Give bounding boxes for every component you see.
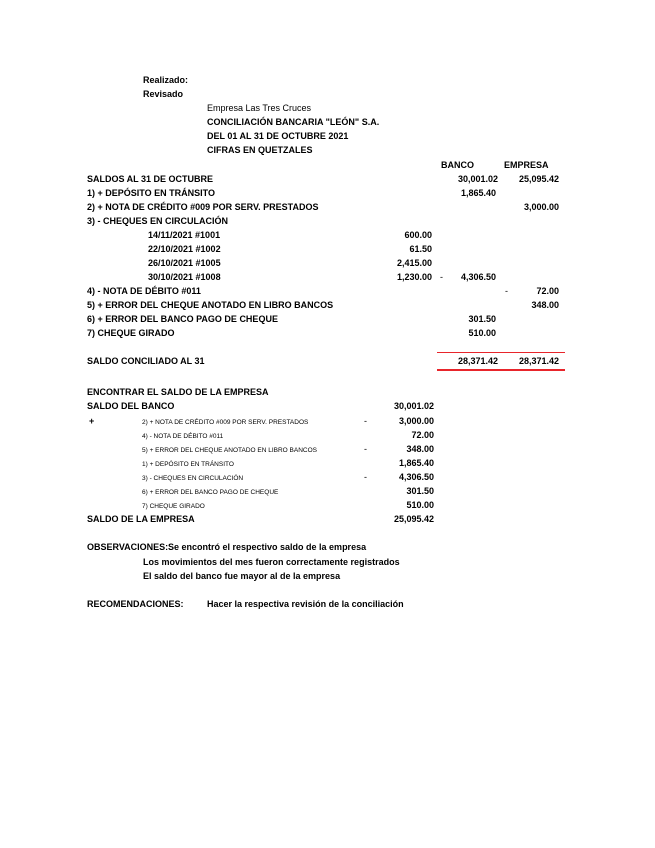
encontrar-item-label: 5) + ERROR DEL CHEQUE ANOTADO EN LIBRO BANCOS — [142, 447, 317, 454]
encontrar-item-value: 4,306.50 — [398, 472, 434, 482]
observacion-line: El saldo del banco fue mayor al de la empresa — [143, 571, 341, 581]
encontrar-item-label: 2) + NOTA DE CRÉDITO #009 POR SERV. PRESTADOS — [142, 419, 309, 426]
saldos-banco: 30,001.02 — [457, 174, 498, 184]
encontrar-item-label: 4) - NOTA DE DÉBITO #011 — [142, 433, 224, 440]
cheques-total-banco: 4,306.50 — [460, 272, 496, 282]
total-bottom-border — [437, 369, 565, 371]
document-title: CONCILIACIÓN BANCARIA "LEÓN" S.A. — [207, 117, 380, 127]
conciliado-banco: 28,371.42 — [457, 356, 498, 366]
revisado-label: Revisado — [143, 89, 184, 99]
deposito-banco: 1,865.40 — [460, 188, 496, 198]
deposito-label: 1) + DEPÓSITO EN TRÁNSITO — [87, 188, 215, 198]
conciliado-empresa: 28,371.42 — [518, 356, 559, 366]
cheque-girado-banco: 510.00 — [468, 328, 496, 338]
cheque-date: 30/10/2021 #1008 — [148, 272, 221, 282]
nota-debito-label: 4) - NOTA DE DÉBITO #011 — [87, 286, 201, 296]
nota-debito-dash: - — [505, 286, 508, 296]
conciliado-label: SALDO CONCILIADO AL 31 — [87, 356, 205, 366]
cheque-amount: 2,415.00 — [396, 258, 432, 268]
saldo-empresa-value: 25,095.42 — [393, 514, 434, 524]
encontrar-item-label: 6) + ERROR DEL BANCO PAGO DE CHEQUE — [142, 489, 279, 496]
error-banco-banco: 301.50 — [468, 314, 496, 324]
saldo-empresa-label: SALDO DE LA EMPRESA — [87, 514, 195, 524]
encontrar-item-sign: - — [364, 472, 367, 482]
cheque-amount: 1,230.00 — [396, 272, 432, 282]
encontrar-item-label: 3) - CHEQUES EN CIRCULACIÓN — [142, 475, 244, 482]
encontrar-item-value: 510.00 — [406, 500, 434, 510]
error-libro-empresa: 348.00 — [531, 300, 559, 310]
column-empresa: EMPRESA — [504, 160, 549, 170]
recomendaciones-text: Hacer la respectiva revisión de la conciliación — [207, 599, 404, 609]
encontrar-item-value: 1,865.40 — [398, 458, 434, 468]
encontrar-item-value: 72.00 — [411, 430, 434, 440]
saldo-banco-label: SALDO DEL BANCO — [87, 401, 175, 411]
cheques-label: 3) - CHEQUES EN CIRCULACIÓN — [87, 216, 229, 226]
nota-debito-empresa: 72.00 — [536, 286, 559, 296]
encontrar-item-value: 301.50 — [406, 486, 434, 496]
column-banco: BANCO — [441, 160, 474, 170]
cheques-dash: - — [440, 272, 443, 282]
cheque-girado-label: 7) CHEQUE GIRADO — [87, 328, 175, 338]
cheque-amount: 600.00 — [404, 230, 432, 240]
saldos-label: SALDOS AL 31 DE OCTUBRE — [87, 174, 214, 184]
saldos-empresa: 25,095.42 — [518, 174, 559, 184]
encontrar-title: ENCONTRAR EL SALDO DE LA EMPRESA — [87, 387, 269, 397]
encontrar-item-sign: - — [364, 416, 367, 426]
observaciones-label: OBSERVACIONES: — [87, 542, 169, 552]
error-banco-label: 6) + ERROR DEL BANCO PAGO DE CHEQUE — [87, 314, 278, 324]
total-top-border — [437, 352, 565, 353]
saldo-banco-value: 30,001.02 — [393, 401, 434, 411]
currency-label: CIFRAS EN QUETZALES — [207, 145, 313, 155]
observacion-line: Los movimientos del mes fueron correctamente registrados — [143, 557, 400, 567]
period-label: DEL 01 AL 31 DE OCTUBRE 2021 — [207, 131, 349, 141]
realizado-label: Realizado: — [143, 75, 189, 85]
observacion-line: Se encontró el respectivo saldo de la empresa — [168, 542, 367, 552]
encontrar-item-value: 348.00 — [406, 444, 434, 454]
cheque-amount: 61.50 — [409, 244, 432, 254]
encontrar-item-value: 3,000.00 — [398, 416, 434, 426]
encontrar-item-sign: - — [364, 444, 367, 454]
nota-credito-empresa: 3,000.00 — [523, 202, 559, 212]
error-libro-label: 5) + ERROR DEL CHEQUE ANOTADO EN LIBRO BANCOS — [87, 300, 334, 310]
cheque-date: 26/10/2021 #1005 — [148, 258, 221, 268]
encontrar-item-label: 1) + DEPÓSITO EN TRÁNSITO — [142, 461, 234, 468]
plus-sign: + — [89, 416, 95, 426]
cheque-date: 22/10/2021 #1002 — [148, 244, 221, 254]
cheque-date: 14/11/2021 #1001 — [148, 230, 221, 240]
recomendaciones-label: RECOMENDACIONES: — [87, 599, 184, 609]
company-name: Empresa Las Tres Cruces — [207, 103, 312, 113]
encontrar-item-label: 7) CHEQUE GIRADO — [142, 503, 205, 510]
nota-credito-label: 2) + NOTA DE CRÉDITO #009 POR SERV. PRESTADOS — [87, 202, 319, 212]
